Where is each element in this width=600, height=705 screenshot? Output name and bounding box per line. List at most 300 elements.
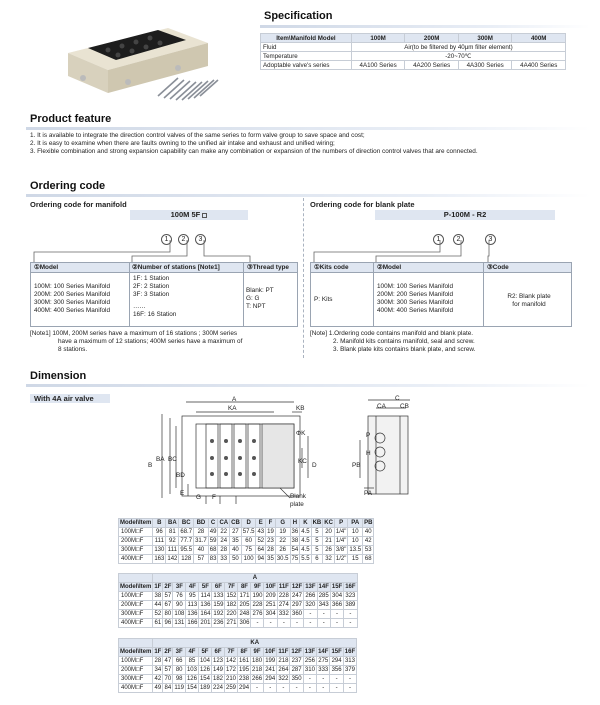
- manifold-model-option: 400M: 400 Series Manifold: [34, 307, 111, 314]
- dim-label-ba: BA: [156, 456, 165, 463]
- table-cell: -: [330, 684, 343, 693]
- table-cell: 24: [218, 537, 230, 546]
- feature-item: 2. It is easy to examine when there are faults owning to the unified air intake and exhaust and unified wiring;: [30, 140, 335, 147]
- table-header-cell: 4F: [186, 583, 199, 592]
- table-cell: 47: [164, 658, 172, 664]
- table-cell: 166: [187, 620, 198, 626]
- manifold-leader-lines: [28, 240, 298, 262]
- table-cell: 241: [265, 667, 276, 673]
- table-cell: 32: [323, 555, 335, 564]
- table-cell: 35: [267, 556, 274, 562]
- table-cell: 28: [267, 547, 274, 553]
- table-header-cell: F: [266, 519, 276, 528]
- table-cell: -: [317, 675, 330, 684]
- table-cell: 42: [154, 676, 162, 682]
- table-cell: 61: [154, 620, 162, 626]
- manifold-thread-option: T: NPT: [246, 303, 266, 310]
- table-header-cell: 6F: [211, 648, 224, 657]
- manifold-col-divider-1: [129, 263, 130, 326]
- table-cell: -: [330, 619, 343, 628]
- table-header-cell: 10F: [265, 584, 276, 590]
- table-cell: 126: [186, 676, 197, 682]
- manifold-note-line: [Note1] 100M, 200M series have a maximum of 16 stations ; 300M series: [30, 330, 238, 337]
- table-cell: 285: [318, 593, 329, 599]
- table-cell: 149: [212, 667, 223, 673]
- table-row: [119, 601, 358, 610]
- table-cell: 1/2": [335, 556, 347, 562]
- table-cell: -: [344, 610, 357, 619]
- ordering-title-bar: [26, 194, 591, 197]
- manifold-note: [30, 330, 300, 354]
- table-cell: -: [343, 675, 356, 684]
- table-cell: 81: [166, 528, 179, 537]
- table-header-cell: 3F: [173, 583, 186, 592]
- table-cell: 27: [230, 528, 242, 537]
- table-row: [119, 528, 374, 537]
- spec-header-200m: 200M: [405, 34, 459, 43]
- table-cell: 67: [164, 602, 172, 608]
- table-cell: -: [303, 684, 316, 693]
- table-cell: 42: [363, 537, 374, 546]
- blank-col3-title: ③Code: [487, 264, 509, 271]
- table-cell: 238: [239, 676, 250, 682]
- table-cell: 53: [363, 546, 374, 555]
- table-header-cell: 11F: [278, 649, 289, 655]
- table-row: [119, 546, 374, 555]
- table-cell: 304: [332, 593, 343, 599]
- blank-kits-option: P: Kits: [314, 296, 333, 303]
- dim-label-kc: KC: [298, 458, 307, 465]
- table-header-cell: BA: [166, 519, 179, 528]
- spec-table: [260, 33, 566, 70]
- table-cell: -: [317, 684, 330, 693]
- table-cell: 26: [323, 546, 335, 555]
- manifold-thread-option: G: G: [246, 295, 260, 302]
- table-cell: 59: [209, 538, 217, 544]
- table-cell: 161: [239, 658, 250, 664]
- manifold-code-bar: [130, 210, 248, 220]
- table-header-item: Model\Item: [120, 649, 152, 655]
- table-cell: 70: [164, 676, 172, 682]
- table-cell: -: [290, 684, 303, 693]
- table-cell: 379: [344, 667, 355, 673]
- table-cell: 40: [363, 528, 374, 537]
- table-cell: 30.5: [276, 556, 289, 562]
- row-model: 400M□F: [119, 619, 153, 628]
- product-photo: [58, 8, 248, 103]
- table-row: [119, 675, 357, 684]
- row-model: 400M□F: [119, 555, 153, 564]
- table-cell: 251: [265, 602, 276, 608]
- table-header-cell: B: [153, 519, 166, 528]
- table-cell: 40: [230, 546, 242, 555]
- blank-num-2: 2: [453, 234, 464, 245]
- spec-header-item: Item\Manifold Model: [261, 34, 352, 43]
- table-cell: 5: [311, 537, 323, 546]
- manifold-station-option: 3F: 3 Station: [133, 291, 170, 298]
- dim-label-b: B: [148, 462, 153, 469]
- dim-label-g: G: [196, 494, 201, 501]
- dim-label-plate: plate: [290, 501, 304, 508]
- spec-title: Specification: [264, 10, 333, 22]
- table-cell: 210: [226, 676, 237, 682]
- table-cell: 264: [278, 667, 289, 673]
- manifold-col2: [133, 275, 176, 319]
- table-header-cell: 1F: [154, 649, 162, 655]
- table-cell: 36: [291, 529, 299, 535]
- manifold-model-option: 200M: 200 Series Manifold: [34, 291, 111, 298]
- table-cell: -: [264, 684, 277, 693]
- table-cell: 142: [226, 658, 237, 664]
- table-cell: 96: [153, 528, 166, 537]
- manifold-code: 100M 5F: [170, 210, 201, 219]
- dim-table-1: [118, 518, 374, 564]
- spec-temp-label: Temperature: [261, 52, 352, 61]
- table-header-cell: 1F: [154, 584, 162, 590]
- table-cell: 66: [173, 657, 186, 666]
- table-cell: 3/8": [335, 547, 347, 553]
- table-cell: 64: [257, 547, 265, 553]
- table-header-cell: G: [275, 519, 290, 528]
- table-header-cell: D: [241, 519, 256, 528]
- manifold-model-option: 300M: 300 Series Manifold: [34, 299, 111, 306]
- table-cell: 98: [173, 675, 186, 684]
- dim-label-d: D: [312, 462, 317, 469]
- table-cell: 38: [154, 593, 162, 599]
- spec-header-100m: 100M: [351, 34, 405, 43]
- table-cell: 111: [154, 538, 164, 544]
- feature-title-bar: [26, 127, 591, 130]
- spec-fluid-label: Fluid: [261, 43, 352, 52]
- table-cell: -: [251, 619, 264, 628]
- table-header-cell: 5F: [199, 583, 212, 592]
- table-cell: 6: [311, 555, 323, 564]
- row-model: 100M□F: [119, 528, 153, 537]
- table-cell: 294: [265, 676, 276, 682]
- table-row: [119, 619, 358, 628]
- table-cell: 294: [239, 685, 250, 691]
- table-cell: 23: [267, 538, 274, 544]
- dim-label-pk: ΦK: [296, 430, 306, 437]
- table-cell: 152: [226, 593, 237, 599]
- table-cell: 4.5: [301, 529, 310, 535]
- table-header-cell: 12F: [291, 649, 302, 655]
- table-cell: 52: [154, 611, 162, 617]
- table-cell: 310: [304, 667, 315, 673]
- table-cell: 28: [194, 528, 209, 537]
- table-cell: 294: [331, 658, 342, 664]
- table-header-cell: KB: [312, 520, 322, 526]
- feature-list: [30, 132, 595, 156]
- table-cell: 57: [164, 593, 172, 599]
- blank-code-bar: [375, 210, 555, 220]
- table-cell: 313: [344, 658, 355, 664]
- spec-header-300m: 300M: [458, 34, 512, 43]
- table-cell: 201: [200, 620, 211, 626]
- table-cell: 218: [252, 667, 263, 673]
- row-model: 400M□F: [119, 684, 153, 693]
- table-cell: 83: [209, 556, 217, 562]
- table-cell: 350: [291, 676, 302, 682]
- table-cell: 15: [348, 555, 363, 564]
- dimension-title-bar: [26, 384, 591, 387]
- table-cell: 205: [239, 602, 250, 608]
- row-model: 200M□F: [119, 537, 153, 546]
- table-row: [119, 657, 357, 666]
- table-cell: 19: [275, 528, 290, 537]
- table-a-group: A: [153, 574, 357, 583]
- table-cell: 43: [257, 529, 265, 535]
- table-cell: 332: [278, 611, 289, 617]
- table-cell: -: [304, 619, 317, 628]
- spec-valve-400m: 4A400 Series: [512, 61, 566, 70]
- dim-label-bc: BC: [168, 456, 177, 463]
- table-header-cell: 2F: [164, 584, 172, 590]
- blank-model-option: 300M: 300 Series Manifold: [377, 299, 454, 306]
- table-cell: 180: [252, 658, 263, 664]
- table-cell: 96: [164, 620, 172, 626]
- table-cell: 5.5: [301, 556, 310, 562]
- table-cell: 44: [154, 602, 162, 608]
- table-cell: 33: [218, 555, 230, 564]
- ordering-title: Ordering code: [30, 180, 106, 192]
- table-cell: 52: [257, 538, 265, 544]
- table-cell: 304: [265, 611, 276, 617]
- dim-label-h: H: [366, 450, 371, 457]
- table-cell: -: [317, 619, 330, 628]
- table-cell: 54: [291, 547, 299, 553]
- table-cell: 5: [311, 528, 323, 537]
- dim-label-pb: PB: [352, 462, 361, 469]
- dimension-title: Dimension: [30, 370, 87, 382]
- table-cell: 360: [292, 611, 303, 617]
- table-cell: 10: [348, 537, 363, 546]
- table-cell: 49: [154, 685, 162, 691]
- table-cell: 274: [278, 602, 289, 608]
- manifold-num-2: 2: [178, 234, 189, 245]
- table-cell: 13.5: [349, 547, 362, 553]
- row-model: 100M□F: [119, 592, 153, 601]
- blank-col3: [487, 293, 571, 309]
- table-header-cell: CB: [231, 520, 240, 526]
- row-model: 200M□F: [119, 601, 153, 610]
- table-cell: 31.7: [195, 538, 207, 544]
- table-cell: 38: [291, 538, 299, 544]
- dim-label-cb: CB: [400, 403, 409, 410]
- table-cell: -: [330, 610, 343, 619]
- table-cell: 159: [213, 602, 224, 608]
- table-cell: 60: [241, 537, 256, 546]
- table-cell: -: [344, 619, 357, 628]
- manifold-col-divider-2: [243, 263, 244, 326]
- table-cell: -: [277, 619, 290, 628]
- table-cell: 20: [323, 528, 335, 537]
- table-cell: 287: [291, 667, 302, 673]
- spec-header-400m: 400M: [512, 34, 566, 43]
- table-cell: 182: [212, 676, 223, 682]
- table-header-cell: KC: [324, 520, 333, 526]
- table-header-cell: E: [256, 519, 266, 528]
- table-cell: 366: [332, 602, 343, 608]
- table-row: [119, 555, 374, 564]
- table-cell: 108: [174, 611, 185, 617]
- table-header-cell: BC: [179, 519, 194, 528]
- table-header-cell: 8F: [238, 583, 251, 592]
- table-cell: 247: [292, 593, 303, 599]
- blank-model-option: 100M: 100 Series Manifold: [377, 283, 454, 290]
- blank-opt-header: [311, 263, 571, 273]
- table-cell: 28: [218, 546, 230, 555]
- table-cell: 182: [226, 602, 237, 608]
- table-header-cell: 13F: [305, 584, 316, 590]
- spec-temp-value: -20~70℃: [351, 52, 565, 61]
- row-model: 300M□F: [119, 546, 153, 555]
- table-header-cell: 15F: [331, 649, 342, 655]
- manifold-station-option: ……: [133, 303, 146, 310]
- table-cell: 126: [199, 667, 210, 673]
- table-header-cell: 6F: [212, 583, 225, 592]
- table-cell: 192: [213, 611, 224, 617]
- table-cell: 171: [239, 593, 250, 599]
- table-cell: 123: [212, 658, 223, 664]
- table-cell: 94: [257, 556, 265, 562]
- table-cell: 100: [241, 555, 256, 564]
- table-cell: 275: [318, 658, 329, 664]
- table-header-cell: 9F: [251, 583, 264, 592]
- table-cell: 218: [278, 658, 289, 664]
- manifold-note-line: 8 stations.: [58, 346, 88, 353]
- manifold-col1: [34, 283, 110, 315]
- table-cell: 111: [167, 547, 177, 553]
- table-cell: 1/4": [335, 529, 347, 535]
- row-model: 300M□F: [119, 610, 153, 619]
- feature-item: 1. It is available to integrate the direction control valves of the same series to form valve group to save space and cost;: [30, 132, 365, 139]
- table-cell: 80: [173, 666, 186, 675]
- table-cell: 163: [154, 556, 165, 562]
- table-header-cell: 16F: [344, 649, 356, 655]
- blank-model-option: 400M: 400 Series Manifold: [377, 307, 454, 314]
- spec-valve-100m: 4A100 Series: [351, 61, 405, 70]
- table-cell: 19: [267, 529, 274, 535]
- manifold-note-line: have a maximum of 12 stations; 400M series have a maximum of: [58, 338, 243, 345]
- table-cell: 114: [200, 593, 211, 599]
- dim-label-ka: KA: [228, 405, 237, 412]
- row-model: 300M□F: [119, 675, 153, 684]
- blank-col-divider-2: [483, 263, 484, 326]
- manifold-model-option: 100M: 100 Series Manifold: [34, 283, 111, 290]
- table-header-cell: C: [208, 519, 218, 528]
- blank-code: P-100M - R2: [443, 210, 487, 219]
- side-view-drawing: [350, 396, 420, 502]
- table-header-cell: 12F: [291, 584, 303, 590]
- table-cell: 4.5: [301, 538, 310, 544]
- table-cell: 322: [278, 676, 289, 682]
- table-cell: 136: [187, 611, 198, 617]
- blank-col2-title: ②Model: [377, 264, 402, 271]
- dim-label-pa: PA: [364, 490, 373, 497]
- dim-label-f: F: [212, 494, 216, 501]
- blank-num-3: 3: [485, 234, 496, 245]
- table-header-cell: 16F: [345, 584, 356, 590]
- table-cell: 154: [186, 685, 197, 691]
- table-cell: -: [277, 684, 290, 693]
- table-cell: 21: [323, 537, 335, 546]
- table-header-cell: 7F: [225, 648, 238, 657]
- feature-title: Product feature: [30, 113, 112, 125]
- table-cell: 130: [154, 547, 165, 553]
- table-cell: 68: [209, 547, 217, 553]
- blank-code-option: for manifold: [512, 301, 546, 308]
- manifold-col1-title: ①Model: [34, 264, 59, 271]
- table-cell: 136: [200, 602, 211, 608]
- table-cell: -: [343, 684, 356, 693]
- table-cell: 75: [241, 546, 256, 555]
- table-cell: 228: [278, 593, 289, 599]
- dim-label-blank: Blank: [290, 493, 306, 500]
- spec-title-bar: [260, 25, 590, 28]
- table-header-cell: 14F: [318, 584, 329, 590]
- ordering-column-divider: [303, 198, 304, 358]
- table-header-cell: CA: [219, 520, 229, 526]
- table-header-cell: PB: [364, 520, 373, 526]
- table-header-cell: 7F: [225, 583, 238, 592]
- table-cell: 343: [318, 602, 329, 608]
- blank-leader-lines: [308, 240, 578, 262]
- table-cell: 190: [252, 593, 263, 599]
- table-cell: 236: [213, 620, 224, 626]
- dim-table-ka: [118, 638, 357, 693]
- table-cell: 266: [252, 676, 263, 682]
- table-cell: -: [330, 675, 343, 684]
- table-cell: 49: [209, 529, 217, 535]
- blank-col1: [314, 296, 332, 304]
- table-cell: 10: [348, 528, 363, 537]
- table-header-cell: 14F: [318, 649, 329, 655]
- manifold-station-option: 1F: 1 Station: [133, 275, 170, 282]
- table-cell: 92: [166, 537, 179, 546]
- table-header-cell: 13F: [304, 649, 316, 655]
- table-cell: 4.5: [301, 547, 310, 553]
- table-cell: -: [317, 610, 330, 619]
- table-cell: -: [251, 684, 264, 693]
- table-ka-group: KA: [153, 639, 357, 648]
- table-cell: 356: [331, 667, 342, 673]
- table-cell: 119: [174, 685, 184, 691]
- table-cell: 95.5: [180, 547, 193, 553]
- table-cell: 248: [239, 611, 250, 617]
- manifold-num-1: 1: [161, 234, 172, 245]
- dim-label-c: C: [395, 395, 400, 402]
- table-cell: 22: [218, 528, 230, 537]
- table-header-cell: 11F: [278, 584, 289, 590]
- table-cell: 103: [186, 667, 197, 673]
- table-cell: 224: [212, 685, 223, 691]
- dim-label-ca: CA: [377, 403, 386, 410]
- manifold-col2-title: ②Number of stations [Note1]: [132, 264, 220, 271]
- blank-model-option: 200M: 200 Series Manifold: [377, 291, 454, 298]
- blank-num-1: 1: [433, 234, 444, 245]
- feature-item: 3. Flexible combination and strong expansion capability can make any combination or expansion of the numbers of direction control valves that are connected.: [30, 148, 478, 155]
- dim-label-a: A: [232, 396, 237, 403]
- table-row: [119, 592, 358, 601]
- table-cell: 80: [164, 611, 172, 617]
- table-cell: 50: [230, 555, 242, 564]
- dim-label-bd: BD: [176, 472, 185, 479]
- table-cell: 323: [345, 593, 356, 599]
- table-header-cell: 5F: [198, 648, 211, 657]
- table-cell: 164: [200, 611, 211, 617]
- table-cell: 34: [154, 667, 162, 673]
